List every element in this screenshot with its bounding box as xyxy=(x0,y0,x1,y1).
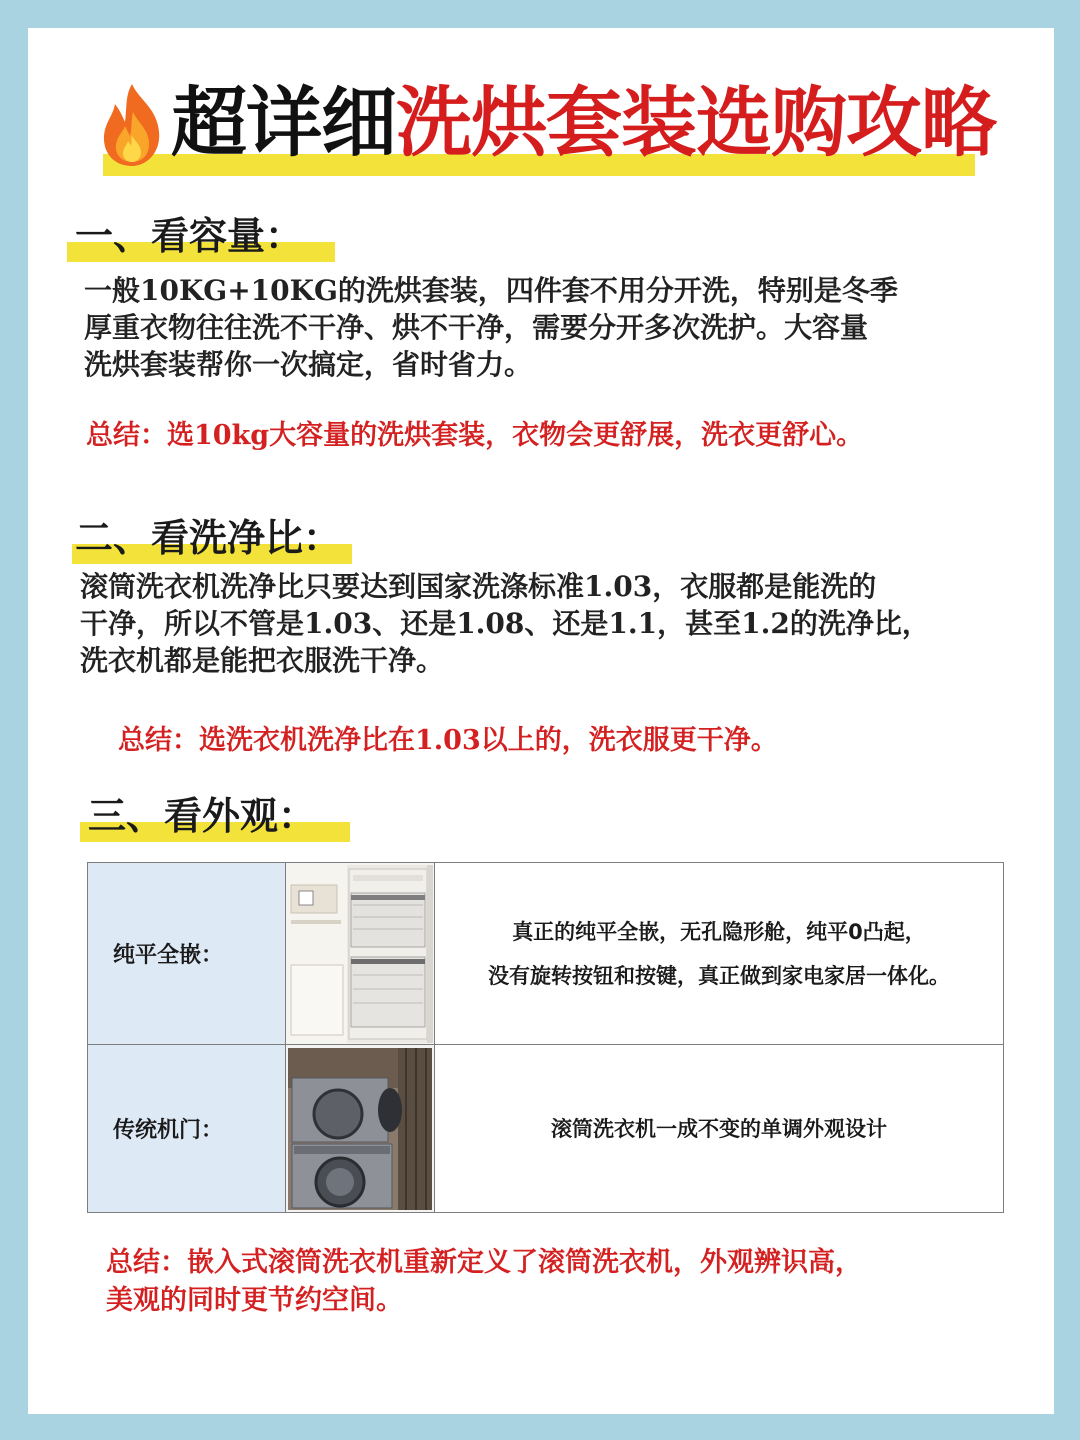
section-1-header xyxy=(67,210,337,266)
row-label: 纯平全嵌： xyxy=(88,863,286,1045)
section-2-body-line: 干净，所以不管是1.03、还是1.08、还是1.1，甚至1.2的洗净比， xyxy=(80,607,930,640)
title-block xyxy=(95,72,996,182)
title-part-2: 洗烘套装选购攻略 xyxy=(396,78,996,167)
section-1-body-line: 厚重衣物往往洗不干净、烘不干净，需要分开多次洗护。大容量 xyxy=(84,311,869,344)
section-2-heading: 二、看洗净比： xyxy=(75,516,342,560)
section-2-summary: 总结：选洗衣机洗净比在1.03以上的，洗衣服更干净。 xyxy=(118,725,778,756)
row-description xyxy=(435,863,1004,1045)
page-title xyxy=(171,78,996,168)
traditional-washer-dryer-photo xyxy=(288,1048,432,1210)
section-3-header xyxy=(80,790,355,846)
built-in-washer-dryer-photo xyxy=(287,865,433,1043)
row-description-line: 没有旋转按钮和按键，真正做到家电家居一体化。 xyxy=(488,963,950,988)
row-description-line: 滚筒洗衣机一成不变的单调外观设计 xyxy=(551,1116,887,1141)
table-row xyxy=(88,1045,1004,1213)
fire-icon xyxy=(95,82,169,168)
section-1-heading: 一、看容量： xyxy=(75,214,304,258)
section-2-body xyxy=(80,568,1040,679)
appearance-comparison-table xyxy=(87,862,1004,1213)
row-description xyxy=(435,1045,1004,1213)
row-label: 传统机门： xyxy=(88,1045,286,1213)
section-3-summary-line: 总结：嵌入式滚筒洗衣机重新定义了滚筒洗衣机，外观辨识高， xyxy=(106,1247,862,1278)
row-image-cell xyxy=(286,863,435,1045)
section-3-summary-line: 美观的同时更节约空间。 xyxy=(106,1285,403,1316)
section-2-body-line: 滚筒洗衣机洗净比只要达到国家洗涤标准1.03，衣服都是能洗的 xyxy=(80,570,877,603)
section-1-body xyxy=(84,272,1024,383)
table-row xyxy=(88,863,1004,1045)
section-1-body-line: 一般10KG+10KG的洗烘套装，四件套不用分开洗，特别是冬季 xyxy=(84,274,898,307)
section-1-body-line: 洗烘套装帮你一次搞定，省时省力。 xyxy=(84,348,533,381)
section-3-summary xyxy=(106,1244,1026,1320)
section-3-heading: 三、看外观： xyxy=(88,794,317,838)
section-2-header xyxy=(72,512,357,568)
section-1-summary: 总结：选10kg大容量的洗烘套装，衣物会更舒展，洗衣更舒心。 xyxy=(86,420,864,451)
row-image-cell xyxy=(286,1045,435,1213)
section-2-body-line: 洗衣机都是能把衣服洗干净。 xyxy=(80,644,445,677)
title-part-1: 超详细 xyxy=(171,78,396,167)
row-description-line: 真正的纯平全嵌，无孔隐形舱，纯平0凸起， xyxy=(512,919,926,944)
